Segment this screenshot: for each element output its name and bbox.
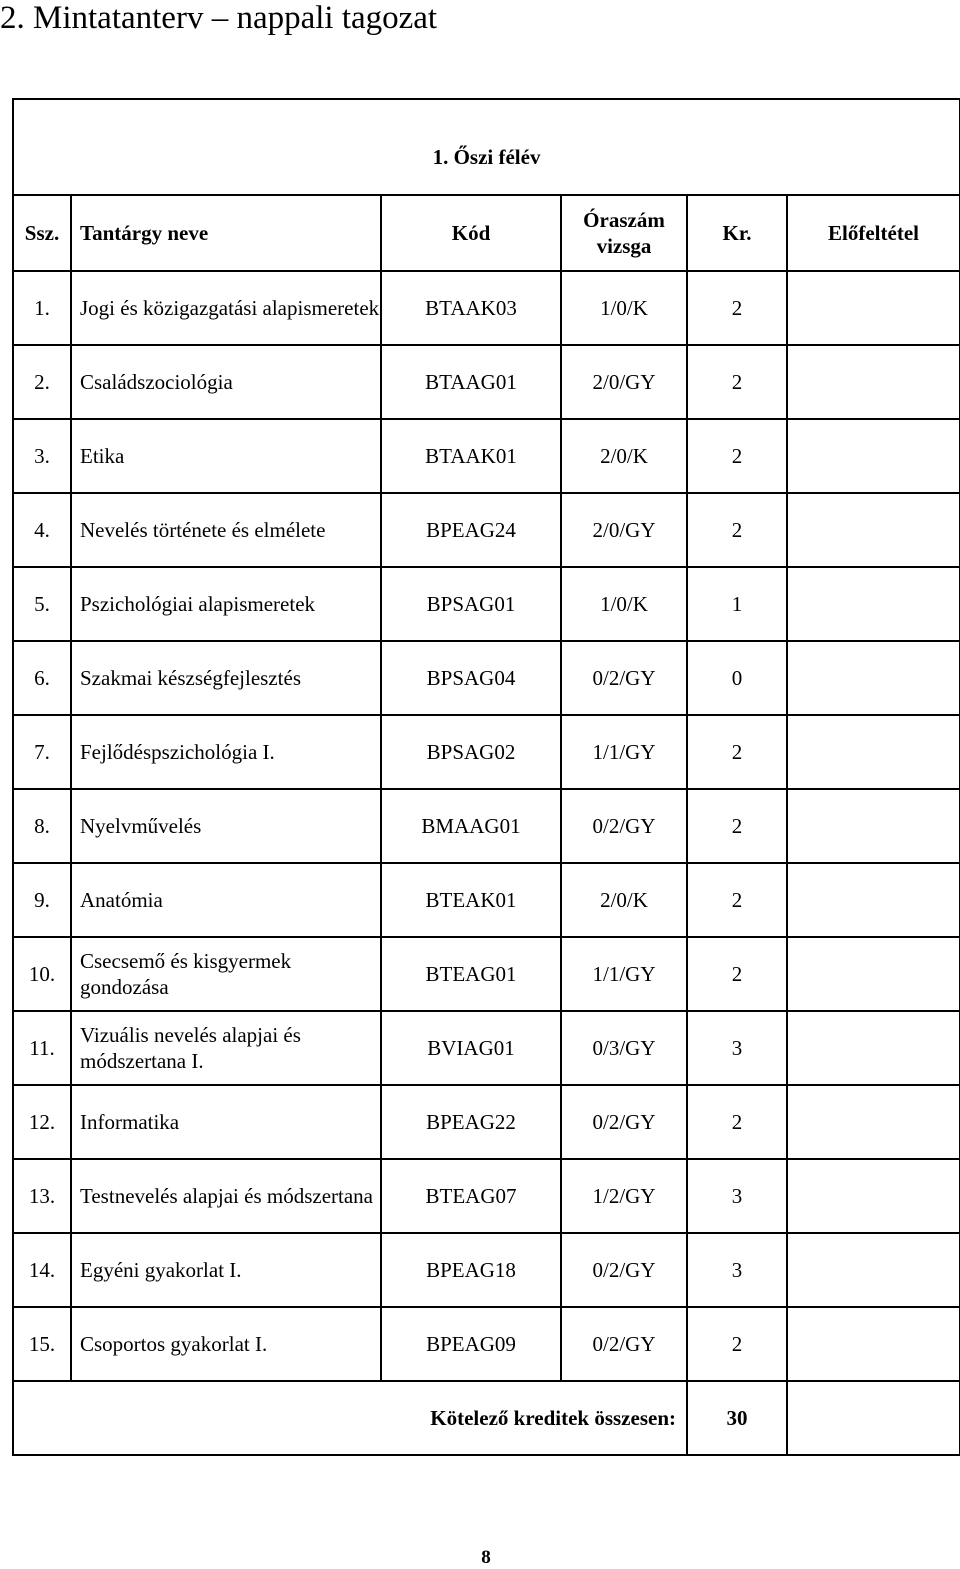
row-name: Nyelvművelés: [71, 789, 381, 863]
row-name: Vizuális nevelés alapjai és módszertana I.: [71, 1011, 381, 1085]
row-ssz: 14.: [13, 1233, 71, 1307]
header-elofeltetel: Előfeltétel: [787, 195, 960, 271]
row-ssz: 1.: [13, 271, 71, 345]
row-elofeltetel: [787, 863, 960, 937]
table-row: [13, 1233, 960, 1307]
semester-cell: [13, 99, 960, 195]
row-name: Pszichológiai alapismeretek: [71, 567, 381, 641]
row-kredit: 2: [687, 493, 787, 567]
header-oraszam: [561, 195, 687, 271]
row-oraszam: 1/1/GY: [561, 715, 687, 789]
header-oraszam-line1: Óraszám: [583, 208, 665, 232]
row-oraszam: 2/0/GY: [561, 345, 687, 419]
header-oraszam-line2: vizsga: [596, 234, 652, 258]
table-row: [13, 1307, 960, 1381]
row-oraszam: 0/2/GY: [561, 1085, 687, 1159]
row-kredit: 2: [687, 1085, 787, 1159]
row-name: Etika: [71, 419, 381, 493]
row-elofeltetel: [787, 1085, 960, 1159]
row-ssz: 13.: [13, 1159, 71, 1233]
header-row: [13, 195, 960, 271]
row-name: Nevelés története és elmélete: [71, 493, 381, 567]
row-ssz: 4.: [13, 493, 71, 567]
row-kredit: 3: [687, 1233, 787, 1307]
header-name: Tantárgy neve: [71, 195, 381, 271]
row-elofeltetel: [787, 493, 960, 567]
row-oraszam: 1/2/GY: [561, 1159, 687, 1233]
total-value: 30: [687, 1381, 787, 1455]
row-ssz: 5.: [13, 567, 71, 641]
table-row: [13, 863, 960, 937]
row-kod: BPSAG02: [381, 715, 561, 789]
header-kr: Kr.: [687, 195, 787, 271]
row-name: Informatika: [71, 1085, 381, 1159]
row-elofeltetel: [787, 419, 960, 493]
row-kredit: 0: [687, 641, 787, 715]
row-kod: BPEAG24: [381, 493, 561, 567]
row-elofeltetel: [787, 789, 960, 863]
row-elofeltetel: [787, 1307, 960, 1381]
table-row: [13, 493, 960, 567]
table-row: [13, 937, 960, 1011]
row-oraszam: 2/0/K: [561, 419, 687, 493]
row-name: Egyéni gyakorlat I.: [71, 1233, 381, 1307]
total-row: [13, 1381, 960, 1455]
row-kredit: 2: [687, 863, 787, 937]
row-kredit: 2: [687, 345, 787, 419]
row-oraszam: 1/0/K: [561, 567, 687, 641]
row-ssz: 15.: [13, 1307, 71, 1381]
row-ssz: 8.: [13, 789, 71, 863]
row-elofeltetel: [787, 1011, 960, 1085]
row-name: Testnevelés alapjai és módszertana: [71, 1159, 381, 1233]
row-name: Csecsemő és kisgyermek gondozása: [71, 937, 381, 1011]
row-name: Családszociológia: [71, 345, 381, 419]
header-ssz: Ssz.: [13, 195, 71, 271]
row-name: Szakmai készségfejlesztés: [71, 641, 381, 715]
row-oraszam: 0/3/GY: [561, 1011, 687, 1085]
row-elofeltetel: [787, 567, 960, 641]
row-name: Jogi és közigazgatási alapismeretek: [71, 271, 381, 345]
table-row: [13, 789, 960, 863]
row-kod: BTEAG07: [381, 1159, 561, 1233]
page-number: 8: [481, 1547, 491, 1568]
row-oraszam: 0/2/GY: [561, 1233, 687, 1307]
table-row: [13, 345, 960, 419]
row-kod: BTAAG01: [381, 345, 561, 419]
row-name: Fejlődéspszichológia I.: [71, 715, 381, 789]
row-kod: BPEAG22: [381, 1085, 561, 1159]
table-row: [13, 641, 960, 715]
row-elofeltetel: [787, 715, 960, 789]
semester-row: [13, 99, 960, 195]
table-row: [13, 419, 960, 493]
row-kod: BPEAG09: [381, 1307, 561, 1381]
row-kod: BPSAG01: [381, 567, 561, 641]
row-oraszam: 0/2/GY: [561, 789, 687, 863]
row-oraszam: 0/2/GY: [561, 1307, 687, 1381]
semester-label: 1. Őszi félév: [432, 145, 541, 169]
row-name: Csoportos gyakorlat I.: [71, 1307, 381, 1381]
row-kod: BMAAG01: [381, 789, 561, 863]
row-kredit: 2: [687, 715, 787, 789]
row-kredit: 1: [687, 567, 787, 641]
row-kod: BPEAG18: [381, 1233, 561, 1307]
row-elofeltetel: [787, 1159, 960, 1233]
table-row: [13, 1011, 960, 1085]
row-ssz: 9.: [13, 863, 71, 937]
row-kredit: 2: [687, 419, 787, 493]
row-kredit: 2: [687, 937, 787, 1011]
page-title: 2. Mintatanterv – nappali tagozat: [0, 0, 438, 36]
row-kod: BVIAG01: [381, 1011, 561, 1085]
row-name: Anatómia: [71, 863, 381, 937]
row-oraszam: 2/0/K: [561, 863, 687, 937]
table-row: [13, 567, 960, 641]
row-kredit: 3: [687, 1159, 787, 1233]
row-kredit: 2: [687, 271, 787, 345]
total-label: Kötelező kreditek összesen:: [13, 1381, 687, 1455]
row-ssz: 11.: [13, 1011, 71, 1085]
header-kod: Kód: [381, 195, 561, 271]
table-row: [13, 1159, 960, 1233]
row-kod: BTEAG01: [381, 937, 561, 1011]
table-row: [13, 1085, 960, 1159]
row-kod: BPSAG04: [381, 641, 561, 715]
row-ssz: 2.: [13, 345, 71, 419]
row-kredit: 3: [687, 1011, 787, 1085]
row-elofeltetel: [787, 937, 960, 1011]
curriculum-table: [12, 98, 960, 1456]
row-kredit: 2: [687, 789, 787, 863]
row-ssz: 7.: [13, 715, 71, 789]
row-elofeltetel: [787, 271, 960, 345]
row-ssz: 10.: [13, 937, 71, 1011]
row-ssz: 3.: [13, 419, 71, 493]
row-kod: BTAAK01: [381, 419, 561, 493]
table-row: [13, 271, 960, 345]
row-elofeltetel: [787, 345, 960, 419]
row-elofeltetel: [787, 641, 960, 715]
row-kod: BTEAK01: [381, 863, 561, 937]
row-kod: BTAAK03: [381, 271, 561, 345]
total-empty: [787, 1381, 960, 1455]
row-oraszam: 1/1/GY: [561, 937, 687, 1011]
row-ssz: 12.: [13, 1085, 71, 1159]
row-oraszam: 1/0/K: [561, 271, 687, 345]
row-ssz: 6.: [13, 641, 71, 715]
row-oraszam: 0/2/GY: [561, 641, 687, 715]
row-elofeltetel: [787, 1233, 960, 1307]
row-kredit: 2: [687, 1307, 787, 1381]
table-row: [13, 715, 960, 789]
row-oraszam: 2/0/GY: [561, 493, 687, 567]
